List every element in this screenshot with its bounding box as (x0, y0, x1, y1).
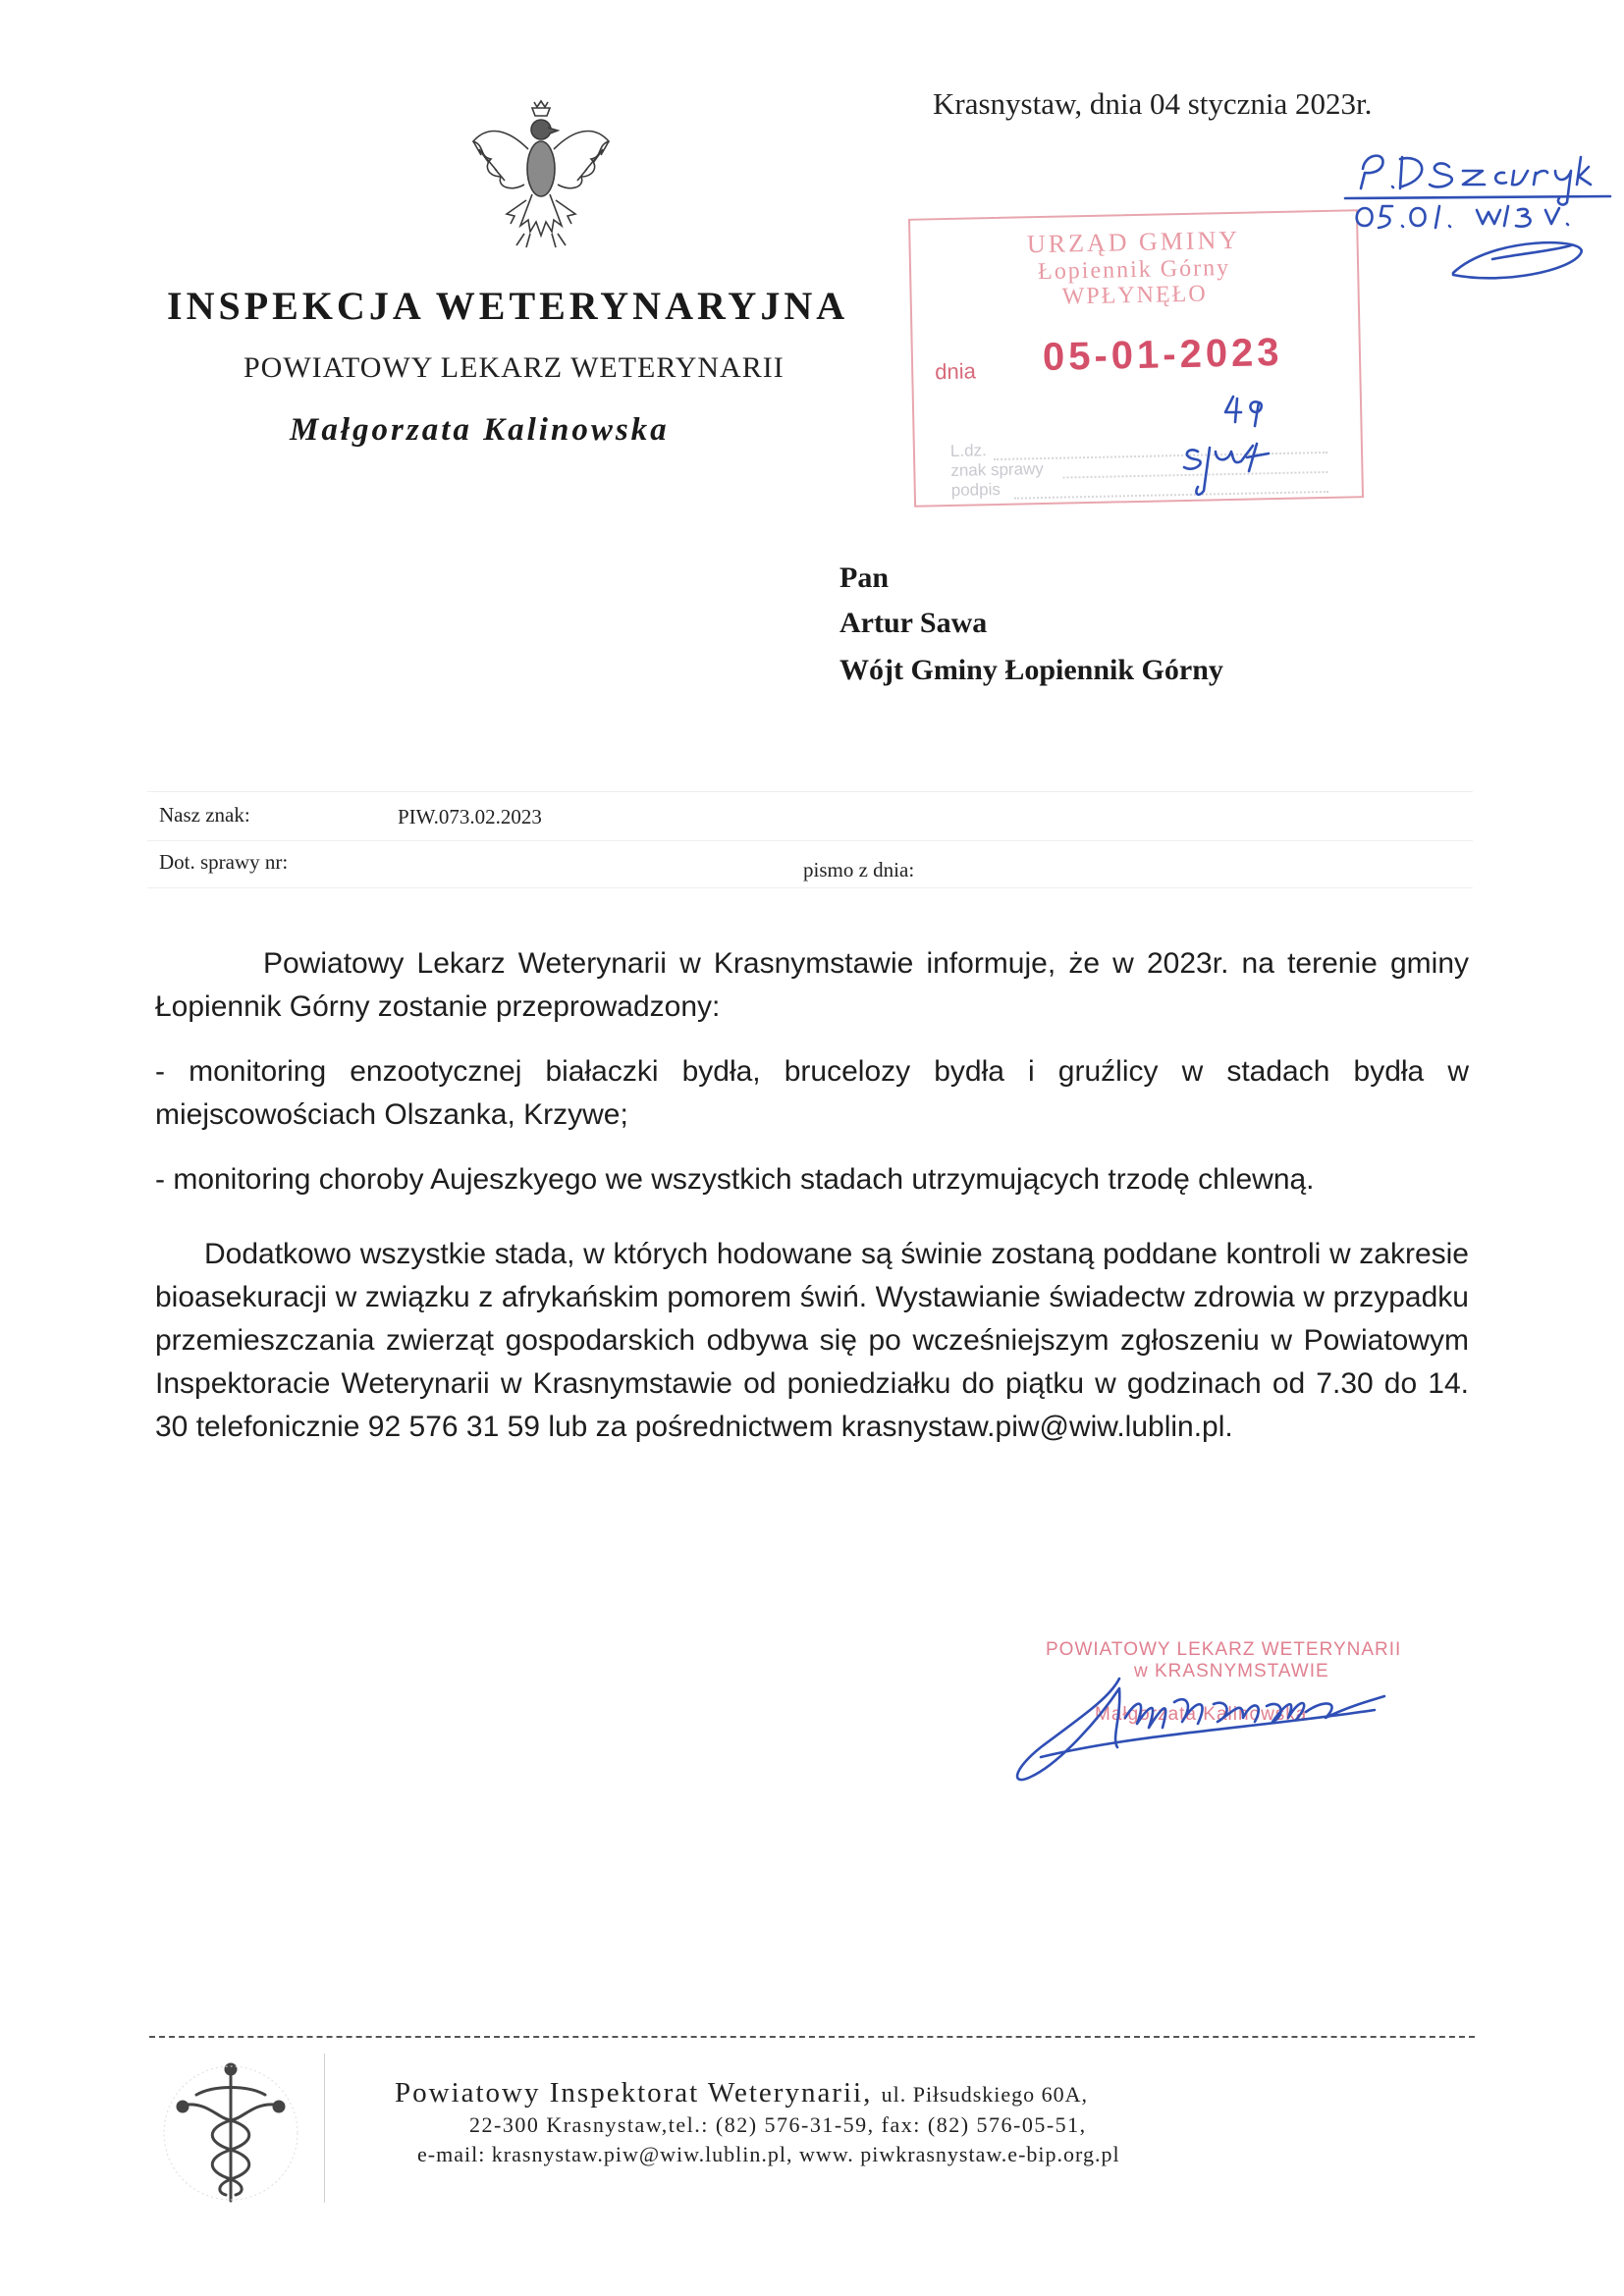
body-list-item-2: - monitoring choroby Aujeszkyego we wszystkich stadach utrzymujących trzodę chlewną. (155, 1163, 1315, 1196)
footer-separator (324, 2054, 325, 2203)
body-list-item-1: - monitoring enzootycznej białaczki bydła, brucelozy bydła i gruźlicy w stadach bydła w miejscowościach Olszanka, Krzywe; (155, 1055, 1469, 1131)
reference-middle-rule (147, 840, 1473, 841)
stamp-podpis-label: podpis (950, 479, 1001, 500)
stamp-znak-label: znak sprawy (950, 458, 1045, 480)
stamp-received-line: WPŁYNĘŁO (1061, 281, 1208, 310)
stamp-office-line: URZĄD GMINY (1026, 225, 1241, 259)
stamp-dnia-label: dnia (934, 358, 977, 385)
addressee-position: Wójt Gminy Łopiennik Górny (839, 654, 1223, 686)
signature-stamp-location: w KRASNYMSTAWIE (1134, 1661, 1329, 1682)
footer-divider (149, 2036, 1475, 2038)
institution-name: INSPEKCJA WETERYNARYJNA (167, 284, 849, 328)
signature-stamp-name: Małgorzata Kalinowska (1095, 1704, 1308, 1725)
footer-street: ul. Piłsudskiego 60A, (881, 2082, 1089, 2107)
reference-bottom-rule (147, 887, 1473, 888)
reference-top-rule (147, 791, 1473, 792)
body-paragraph-intro: Powiatowy Lekarz Weterynarii w Krasnymstawie informuje, że w 2023r. na terenie gminy Łopiennik Górny zostanie przeprowadzony: (155, 947, 1469, 1023)
handwritten-note-line1 (1345, 156, 1610, 205)
letter-date: Krasnystaw, dnia 04 stycznia 2023r. (933, 86, 1373, 121)
stamp-handwritten-number (1225, 397, 1262, 426)
handwritten-signature (1001, 1659, 1414, 1796)
body-paragraph-details: Dodatkowo wszystkie stada, w których hodowane są świnie zostaną poddane kontroli w zakresie bioasekuracji w związku z afrykańskim pomorem świń. Wystawianie świadectw zdrowia w przypadku przemieszczania zwierząt gospodarskich odbywa się po wcześniejszym zgłoszeniu w Powiatowym Inspektoracie Weterynarii w Krasnymstawie od poniedziałku do piątku w godzinach od 7.30 do 14. 30 telefonicznie 92 576 31 59 lub za pośrednictwem krasnystaw.piw@wiw.lublin.pl. (155, 1238, 1469, 1443)
our-sign-label: Nasz znak: (159, 803, 250, 827)
case-number-label: Dot. sprawy nr: (159, 850, 289, 874)
signature-stamp-title: POWIATOWY LEKARZ WETERYNARII (1046, 1639, 1402, 1660)
addressee-salutation: Pan (839, 561, 890, 594)
stamp-municipality-line: Łopiennik Górny (1037, 254, 1231, 286)
letter-date-label: pismo z dnia: (803, 858, 915, 881)
footer-contact-email: e-mail: krasnystaw.piw@wiw.lublin.pl, www. piwkrasnystaw.e-bip.org.pl (417, 2142, 1120, 2166)
stamp-handwritten-initials (1184, 444, 1269, 495)
footer-org-name: Powiatowy Inspektorat Weterynarii, (395, 2077, 873, 2109)
handwritten-annotations (903, 128, 1620, 520)
footer-contact-phone: 22-300 Krasnystaw,tel.: (82) 576-31-59, fax: (82) 576-05-51, (469, 2112, 1087, 2137)
institution-title: POWIATOWY LEKARZ WETERYNARII (244, 351, 785, 384)
caduceus-icon (157, 2059, 304, 2207)
footer-organization (395, 2077, 1088, 2109)
handwritten-note-line2 (1357, 206, 1582, 278)
stamp-ldz-label: L.dz. (949, 441, 987, 460)
institution-person: Małgorzata Kalinowska (290, 412, 670, 448)
stamp-date: 05-01-2023 (1042, 330, 1283, 379)
addressee-name: Artur Sawa (839, 607, 988, 639)
polish-eagle-emblem-icon (467, 98, 615, 260)
our-sign-value: PIW.073.02.2023 (398, 805, 542, 828)
